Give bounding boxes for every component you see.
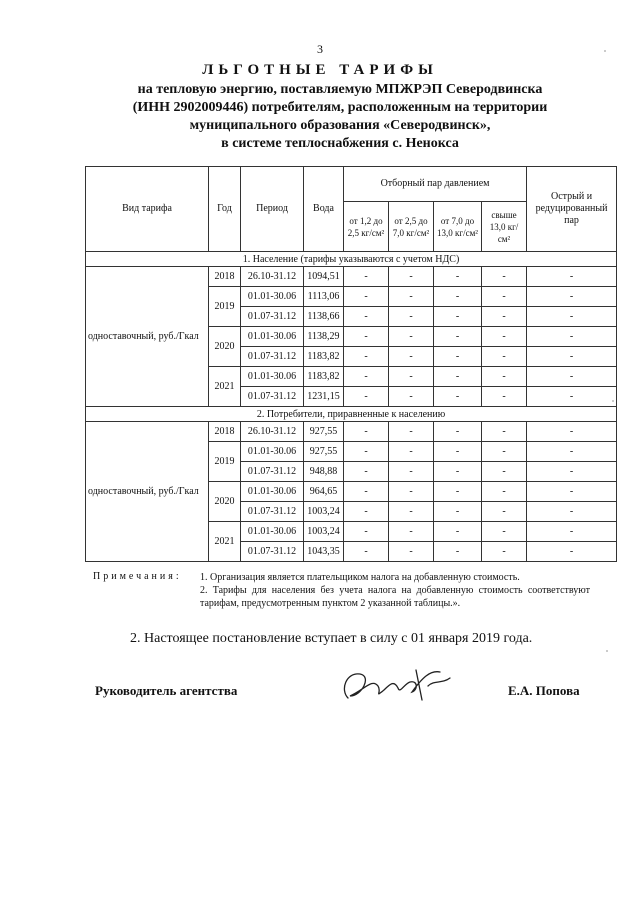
water-tariff-cell: 1094,51 [304,267,344,287]
table-row [86,267,617,287]
steam-tariff-cell: - [434,422,482,442]
water-tariff-cell: 927,55 [304,442,344,462]
header-tariff-type: Вид тарифа [86,167,209,252]
water-tariff-cell: 1231,15 [304,387,344,407]
year-cell: 2018 [209,267,241,287]
steam-tariff-cell: - [434,307,482,327]
table-header-row [86,167,617,202]
sharp-steam-cell: - [527,482,617,502]
year-cell: 2021 [209,367,241,407]
water-tariff-cell: 1138,29 [304,327,344,347]
sharp-steam-cell: - [527,327,617,347]
subtitle-line: на тепловую энергию, поставляемую МПЖРЭП Северодвинска [137,82,543,97]
steam-tariff-cell: - [389,422,434,442]
tariffs-table [85,166,617,562]
steam-tariff-cell: - [482,482,527,502]
period-cell: 26.10-31.12 [241,422,304,442]
sharp-steam-cell: - [527,287,617,307]
year-cell: 2021 [209,522,241,562]
steam-tariff-cell: - [482,307,527,327]
tariff-name-cell: одноставочный, руб./Гкал [86,267,209,407]
steam-tariff-cell: - [434,387,482,407]
water-tariff-cell: 1183,82 [304,367,344,387]
steam-tariff-cell: - [344,442,389,462]
period-cell: 01.07-31.12 [241,502,304,522]
period-cell: 01.01-30.06 [241,482,304,502]
steam-tariff-cell: - [344,542,389,562]
subtitle-line: (ИНН 2902009446) потребителям, расположенным на территории [132,100,548,115]
steam-tariff-cell: - [389,287,434,307]
year-cell: 2019 [209,442,241,482]
year-cell: 2020 [209,482,241,522]
signatory-position: Руководитель агентства [95,683,238,698]
handwritten-signature [338,660,458,710]
sharp-steam-cell: - [527,502,617,522]
steam-tariff-cell: - [389,522,434,542]
sharp-steam-cell: - [527,542,617,562]
sharp-steam-cell: - [527,462,617,482]
water-tariff-cell: 964,65 [304,482,344,502]
water-tariff-cell: 1043,35 [304,542,344,562]
period-cell: 01.01-30.06 [241,522,304,542]
steam-tariff-cell: - [482,462,527,482]
water-tariff-cell: 1003,24 [304,522,344,542]
year-cell: 2018 [209,422,241,442]
header-pressure-2: от 2,5 до 7,0 кг/см² [389,202,434,252]
steam-tariff-cell: - [434,442,482,462]
steam-tariff-cell: - [389,482,434,502]
period-cell: 01.07-31.12 [241,307,304,327]
steam-tariff-cell: - [344,347,389,367]
steam-tariff-cell: - [482,367,527,387]
steam-tariff-cell: - [344,422,389,442]
steam-tariff-cell: - [389,542,434,562]
header-sharp-steam: Острый и редуцированный пар [527,167,617,252]
water-tariff-cell: 1113,06 [304,287,344,307]
header-pressure-1: от 1,2 до 2,5 кг/см² [344,202,389,252]
steam-tariff-cell: - [434,482,482,502]
steam-tariff-cell: - [434,462,482,482]
table-row [86,422,617,442]
note-item: 1. Организация является плательщиком налога на добавленную стоимость. [200,572,520,583]
subtitle-line: в системе теплоснабжения с. Ненокса [221,136,459,151]
header-period: Период [241,167,304,252]
sharp-steam-cell: - [527,267,617,287]
section-row [86,407,617,422]
steam-tariff-cell: - [344,502,389,522]
steam-tariff-cell: - [389,267,434,287]
steam-tariff-cell: - [482,387,527,407]
tariff-name-cell: одноставочный, руб./Гкал [86,422,209,562]
steam-tariff-cell: - [344,367,389,387]
steam-tariff-cell: - [389,462,434,482]
sharp-steam-cell: - [527,367,617,387]
steam-tariff-cell: - [482,522,527,542]
steam-tariff-cell: - [389,327,434,347]
header-pressure-4: свыше 13,0 кг/см² [482,202,527,252]
subtitle-line: муниципального образования «Северодвинск», [189,118,491,133]
scan-speck [612,400,614,402]
period-cell: 01.01-30.06 [241,367,304,387]
signatory-name: Е.А. Попова [508,683,580,698]
period-cell: 01.01-30.06 [241,327,304,347]
scan-speck [606,650,608,652]
period-cell: 26.10-31.12 [241,267,304,287]
document-title: ЛЬГОТНЫЕ ТАРИФЫ [202,62,438,78]
sharp-steam-cell: - [527,307,617,327]
header-water: Вода [304,167,344,252]
steam-tariff-cell: - [434,327,482,347]
year-cell: 2020 [209,327,241,367]
steam-tariff-cell: - [344,482,389,502]
steam-tariff-cell: - [482,327,527,347]
steam-tariff-cell: - [434,367,482,387]
steam-tariff-cell: - [389,387,434,407]
steam-tariff-cell: - [389,307,434,327]
water-tariff-cell: 1003,24 [304,502,344,522]
header-year: Год [209,167,241,252]
period-cell: 01.01-30.06 [241,287,304,307]
steam-tariff-cell: - [434,542,482,562]
steam-tariff-cell: - [482,422,527,442]
steam-tariff-cell: - [344,522,389,542]
header-pressure-3: от 7,0 до 13,0 кг/см² [434,202,482,252]
steam-tariff-cell: - [482,287,527,307]
sharp-steam-cell: - [527,522,617,542]
scan-speck [604,50,606,52]
steam-tariff-cell: - [389,442,434,462]
period-cell: 01.07-31.12 [241,542,304,562]
water-tariff-cell: 948,88 [304,462,344,482]
steam-tariff-cell: - [482,267,527,287]
water-tariff-cell: 1183,82 [304,347,344,367]
period-cell: 01.01-30.06 [241,442,304,462]
header-steam-group: Отборный пар давлением [344,167,527,202]
year-cell: 2019 [209,287,241,327]
steam-tariff-cell: - [482,502,527,522]
steam-tariff-cell: - [434,502,482,522]
steam-tariff-cell: - [434,522,482,542]
steam-tariff-cell: - [389,347,434,367]
steam-tariff-cell: - [434,287,482,307]
steam-tariff-cell: - [344,327,389,347]
section-row [86,252,617,267]
steam-tariff-cell: - [434,267,482,287]
page-number: 3 [317,42,323,56]
sharp-steam-cell: - [527,387,617,407]
steam-tariff-cell: - [434,347,482,367]
water-tariff-cell: 1138,66 [304,307,344,327]
water-tariff-cell: 927,55 [304,422,344,442]
steam-tariff-cell: - [482,542,527,562]
decree-text: 2. Настоящее постановление вступает в силу с 01 января 2019 года. [130,631,533,646]
steam-tariff-cell: - [344,267,389,287]
steam-tariff-cell: - [344,387,389,407]
period-cell: 01.07-31.12 [241,462,304,482]
table-body [86,167,617,562]
period-cell: 01.07-31.12 [241,347,304,367]
steam-tariff-cell: - [389,367,434,387]
steam-tariff-cell: - [344,462,389,482]
steam-tariff-cell: - [344,287,389,307]
steam-tariff-cell: - [389,502,434,522]
note-item: 2. Тарифы для населения без учета налога на добавленную стоимость соответствуют тарифам, предусмотренным пунктом 2 указанной таблицы.». [200,585,590,609]
sharp-steam-cell: - [527,347,617,367]
section-title: 1. Население (тарифы указываются с учетом НДС) [86,252,617,267]
period-cell: 01.07-31.12 [241,387,304,407]
sharp-steam-cell: - [527,442,617,462]
sharp-steam-cell: - [527,422,617,442]
steam-tariff-cell: - [344,307,389,327]
notes-label: Примечания: [93,571,182,582]
steam-tariff-cell: - [482,442,527,462]
section-title: 2. Потребители, приравненные к населению [86,407,617,422]
steam-tariff-cell: - [482,347,527,367]
